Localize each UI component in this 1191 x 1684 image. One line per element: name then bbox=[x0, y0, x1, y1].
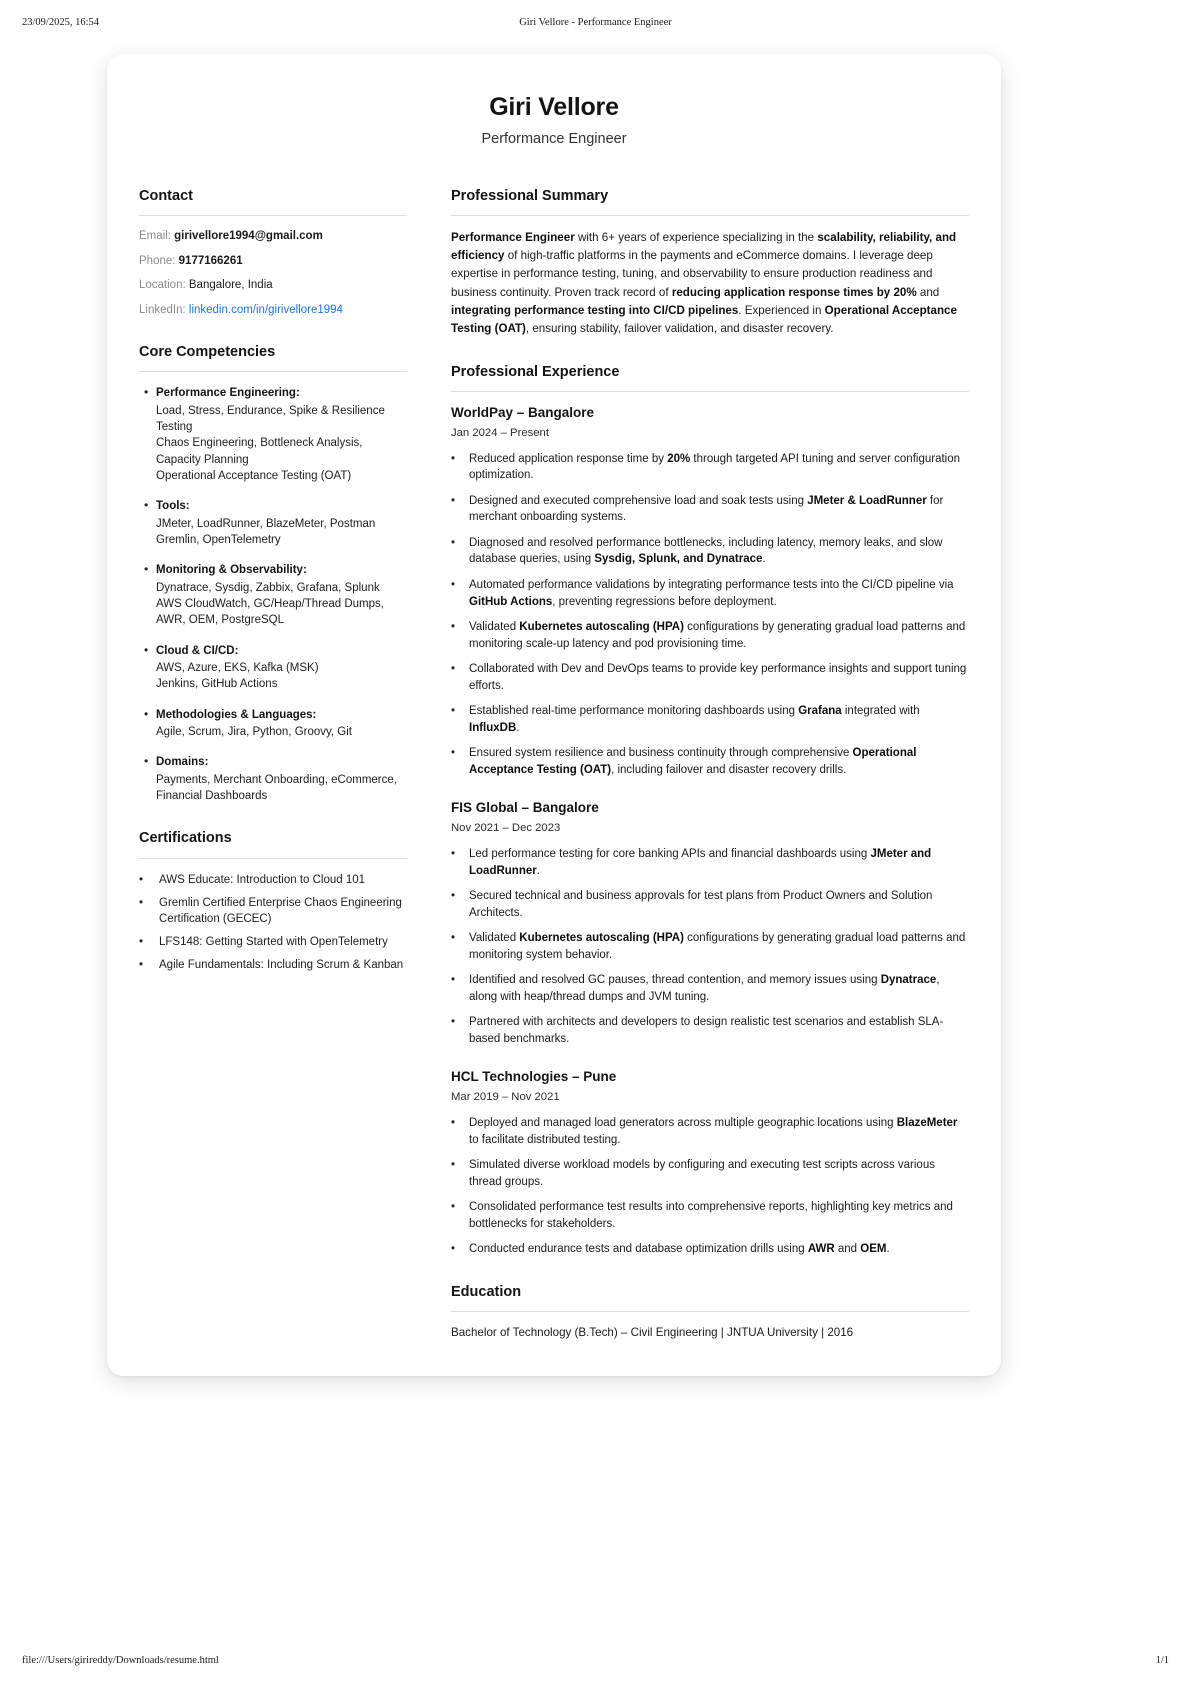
experience-bullet bbox=[451, 972, 969, 1005]
experience-bullet bbox=[451, 577, 969, 610]
print-footer-page: 1/1 bbox=[1155, 1654, 1169, 1666]
print-header-date: 23/09/2025, 16:54 bbox=[22, 16, 100, 28]
body-text: , along with heap/thread dumps and JVM tuning. bbox=[469, 974, 940, 1003]
experience-bullet bbox=[451, 1241, 969, 1258]
emphasis-text: Operational Acceptance Testing (OAT) bbox=[469, 747, 917, 776]
body-text: Identified and resolved GC pauses, thread contention, and memory issues using bbox=[469, 974, 881, 987]
competency-detail: Load, Stress, Endurance, Spike & Resilience Testing bbox=[156, 404, 385, 433]
contact-phone-label: Phone: bbox=[139, 254, 176, 267]
competency-item bbox=[156, 385, 407, 484]
body-text: . Experienced in bbox=[738, 303, 825, 317]
body-text: . bbox=[536, 864, 540, 877]
experience-dates: Mar 2019 – Nov 2021 bbox=[451, 1091, 560, 1104]
experience-entry bbox=[451, 405, 969, 778]
experience-entry bbox=[451, 800, 969, 1047]
competency-detail: AWS CloudWatch, GC/Heap/Thread Dumps, AWR, OEM, PostgreSQL bbox=[156, 597, 384, 627]
section-divider bbox=[451, 391, 969, 392]
competency-item bbox=[156, 498, 407, 548]
emphasis-text: Dynatrace bbox=[880, 974, 937, 987]
emphasis-text: 20% bbox=[667, 452, 691, 465]
print-footer-url: file:///Users/girireddy/Downloads/resume.html bbox=[22, 1654, 219, 1666]
body-text: Conducted endurance tests and database optimization drills using bbox=[469, 1243, 808, 1256]
contact-location-label: Location: bbox=[139, 279, 186, 292]
experience-dates: Nov 2021 – Dec 2023 bbox=[451, 822, 561, 835]
competency-detail: Chaos Engineering, Bottleneck Analysis, Capacity Planning bbox=[156, 437, 363, 466]
education-entry: Bachelor of Technology (B.Tech) – Civil Engineering | JNTUA University | 2016 bbox=[451, 1326, 854, 1340]
body-text: through targeted API tuning and server configuration optimization. bbox=[469, 452, 961, 482]
body-text: Simulated diverse workload models by configuring and executing test scripts across various thread groups. bbox=[469, 1159, 935, 1188]
section-title-experience: Professional Experience bbox=[451, 363, 620, 380]
body-text: . bbox=[516, 721, 520, 734]
body-text: Validated bbox=[469, 621, 520, 634]
sidebar-column bbox=[139, 188, 429, 973]
certification-item: • AWS Educate: Introduction to Cloud 101 bbox=[139, 872, 407, 888]
certification-item: • Agile Fundamentals: Including Scrum & Kanban bbox=[139, 957, 407, 973]
emphasis-text: integrating performance testing into CI/CD pipelines bbox=[451, 303, 739, 317]
emphasis-text: Sysdig, Splunk, and Dynatrace bbox=[594, 553, 763, 566]
section-divider bbox=[139, 371, 407, 372]
body-text: Ensured system resilience and business continuity through comprehensive bbox=[469, 747, 853, 760]
section-title-competencies: Core Competencies bbox=[139, 343, 276, 360]
experience-bullet bbox=[451, 661, 969, 694]
body-text: Automated performance validations by integrating performance tests into the CI/CD pipeline via bbox=[469, 578, 954, 591]
experience-bullet bbox=[451, 745, 969, 778]
section-divider bbox=[451, 215, 969, 216]
body-text: and bbox=[916, 285, 940, 299]
body-text: to facilitate distributed testing. bbox=[469, 1133, 621, 1146]
print-header bbox=[0, 12, 1191, 32]
section-professional-experience bbox=[451, 364, 969, 1258]
body-text: Partnered with architects and developers to design realistic test scenarios and establish SLA-based benchmarks. bbox=[469, 1016, 944, 1045]
experience-bullet bbox=[451, 888, 969, 921]
body-text: Reduced application response time by bbox=[469, 452, 668, 465]
section-divider bbox=[139, 215, 407, 216]
competency-heading: • Performance Engineering: bbox=[156, 387, 300, 400]
competency-detail: Dynatrace, Sysdig, Zabbix, Grafana, Splunk bbox=[156, 581, 380, 594]
competency-heading: • Tools: bbox=[156, 500, 190, 513]
experience-bullet-list bbox=[451, 1115, 969, 1258]
body-text: Led performance testing for core banking APIs and financial dashboards using bbox=[469, 847, 871, 860]
experience-entry bbox=[451, 1069, 969, 1257]
body-text: for merchant onboarding systems. bbox=[469, 494, 944, 524]
body-text: , preventing regressions before deployment. bbox=[552, 595, 777, 608]
emphasis-text: Grafana bbox=[798, 705, 842, 718]
experience-bullet bbox=[451, 1157, 969, 1190]
emphasis-text: Operational Acceptance Testing (OAT) bbox=[451, 303, 957, 335]
section-title-summary: Professional Summary bbox=[451, 187, 609, 204]
competency-detail: Jenkins, GitHub Actions bbox=[156, 678, 278, 691]
experience-company: WorldPay – Bangalore bbox=[451, 405, 595, 421]
experience-bullet bbox=[451, 493, 969, 526]
body-text: Consolidated performance test results into comprehensive reports, highlighting key metrics and bottlenecks for stakeholders. bbox=[469, 1201, 953, 1230]
body-text: , including failover and disaster recovery drills. bbox=[611, 763, 847, 776]
body-text: and bbox=[834, 1243, 861, 1256]
experience-bullet-list bbox=[451, 451, 969, 779]
experience-dates: Jan 2024 – Present bbox=[451, 427, 549, 440]
competency-detail: Agile, Scrum, Jira, Python, Groovy, Git bbox=[156, 725, 352, 738]
contact-linkedin-row bbox=[139, 303, 407, 318]
body-text: . bbox=[886, 1243, 890, 1256]
section-divider bbox=[451, 1311, 969, 1312]
competency-item bbox=[156, 562, 407, 628]
emphasis-text: reducing application response times by 20% bbox=[671, 285, 917, 299]
experience-list bbox=[451, 405, 969, 1258]
linkedin-link[interactable]: linkedin.com/in/girivellore1994 bbox=[188, 303, 343, 316]
certification-item: • Gremlin Certified Enterprise Chaos Engineering Certification (GECEC) bbox=[139, 895, 407, 927]
section-professional-summary bbox=[451, 188, 969, 338]
competency-heading: • Methodologies & Languages: bbox=[156, 708, 317, 721]
body-text: Designed and executed comprehensive load and soak tests using bbox=[469, 494, 808, 507]
body-text: with 6+ years of experience specializing in the bbox=[574, 231, 818, 245]
section-education bbox=[451, 1284, 969, 1342]
competency-heading: • Domains: bbox=[156, 756, 209, 769]
body-text: Validated bbox=[469, 932, 520, 945]
competency-heading: • Monitoring & Observability: bbox=[156, 564, 307, 577]
emphasis-text: scalability, reliability, and efficiency bbox=[451, 231, 957, 263]
experience-bullet bbox=[451, 1199, 969, 1232]
experience-bullet-list bbox=[451, 846, 969, 1047]
contact-phone-row bbox=[139, 254, 407, 269]
competency-list bbox=[139, 385, 407, 804]
section-contact bbox=[139, 188, 407, 318]
experience-bullet bbox=[451, 703, 969, 736]
emphasis-text: GitHub Actions bbox=[469, 595, 553, 608]
certification-list bbox=[139, 872, 407, 973]
emphasis-text: AWR bbox=[807, 1243, 835, 1256]
contact-phone-value: 9177166261 bbox=[178, 254, 243, 267]
contact-email-row bbox=[139, 229, 407, 244]
competency-heading: • Cloud & CI/CD: bbox=[156, 644, 239, 657]
resume-name-block bbox=[139, 94, 969, 148]
print-header-title: Giri Vellore - Performance Engineer bbox=[519, 16, 672, 28]
body-text: Deployed and managed load generators across multiple geographic locations using bbox=[469, 1117, 897, 1129]
body-text: , ensuring stability, failover validation, and disaster recovery. bbox=[525, 321, 834, 335]
resume-columns bbox=[139, 188, 969, 1342]
body-text: of high-traffic platforms in the payments and eCommerce domains. I leverage deep expertise in performance testing, tuning, and observability to ensure production readiness and business continuity. Proven track record of bbox=[451, 249, 933, 299]
experience-bullet bbox=[451, 1115, 969, 1148]
emphasis-text: BlazeMeter bbox=[896, 1117, 958, 1129]
contact-email-value: girivellore1994@gmail.com bbox=[174, 230, 323, 243]
experience-company: HCL Technologies – Pune bbox=[451, 1069, 617, 1085]
experience-bullet bbox=[451, 846, 969, 879]
page-title: Giri Vellore bbox=[489, 93, 619, 121]
body-text: configurations by generating gradual load patterns and monitoring system behavior. bbox=[469, 932, 966, 961]
experience-bullet bbox=[451, 535, 969, 568]
section-title-contact: Contact bbox=[139, 187, 193, 204]
emphasis-text: JMeter and LoadRunner bbox=[469, 847, 932, 877]
competency-detail: Operational Acceptance Testing (OAT) bbox=[156, 469, 352, 482]
section-certifications bbox=[139, 830, 407, 973]
resume-sheet bbox=[107, 54, 1001, 1376]
competency-detail: Payments, Merchant Onboarding, eCommerce, Financial Dashboards bbox=[156, 773, 397, 802]
section-core-competencies bbox=[139, 344, 407, 804]
experience-company: FIS Global – Bangalore bbox=[451, 800, 599, 816]
body-text: Diagnosed and resolved performance bottlenecks, including latency, memory leaks, and slow database queries, using bbox=[469, 536, 943, 566]
body-text: integrated with bbox=[841, 705, 920, 718]
body-text: configurations by generating gradual load patterns and monitoring scale-up latency and pod provisioning time. bbox=[469, 621, 966, 650]
emphasis-text: InfluxDB bbox=[469, 721, 517, 734]
section-title-certifications: Certifications bbox=[139, 830, 232, 847]
experience-bullet bbox=[451, 451, 969, 484]
main-column bbox=[429, 188, 969, 1342]
contact-linkedin-label: LinkedIn: bbox=[139, 303, 186, 316]
competency-item bbox=[156, 643, 407, 693]
section-title-education: Education bbox=[451, 1283, 522, 1300]
experience-bullet bbox=[451, 1014, 969, 1047]
competency-item bbox=[156, 754, 407, 804]
contact-email-label: Email: bbox=[139, 230, 171, 243]
emphasis-text: Kubernetes autoscaling (HPA) bbox=[519, 932, 684, 945]
competency-detail: AWS, Azure, EKS, Kafka (MSK) bbox=[156, 661, 319, 674]
competency-detail: Gremlin, OpenTelemetry bbox=[156, 533, 281, 546]
experience-bullet bbox=[451, 930, 969, 963]
emphasis-text: JMeter & LoadRunner bbox=[807, 494, 927, 507]
certification-item: • LFS148: Getting Started with OpenTelemetry bbox=[139, 934, 407, 950]
body-text: Secured technical and business approvals for test plans from Product Owners and Solution Architects. bbox=[469, 890, 933, 919]
body-text: Collaborated with Dev and DevOps teams to provide key performance insights and support tuning efforts. bbox=[469, 663, 967, 692]
body-text: Established real-time performance monitoring dashboards using bbox=[469, 705, 799, 718]
summary-paragraph bbox=[451, 229, 969, 337]
section-divider bbox=[139, 858, 407, 859]
emphasis-text: OEM bbox=[860, 1243, 887, 1256]
job-title-subtitle: Performance Engineer bbox=[481, 130, 627, 147]
contact-location-row bbox=[139, 278, 407, 293]
competency-item bbox=[156, 707, 407, 741]
emphasis-text: Kubernetes autoscaling (HPA) bbox=[519, 621, 684, 634]
competency-detail: JMeter, LoadRunner, BlazeMeter, Postman bbox=[156, 517, 376, 530]
body-text: . bbox=[762, 553, 766, 566]
experience-bullet bbox=[451, 619, 969, 652]
contact-location-value: Bangalore, India bbox=[188, 279, 273, 292]
emphasis-text: Performance Engineer bbox=[451, 231, 575, 245]
print-footer bbox=[0, 1650, 1191, 1670]
